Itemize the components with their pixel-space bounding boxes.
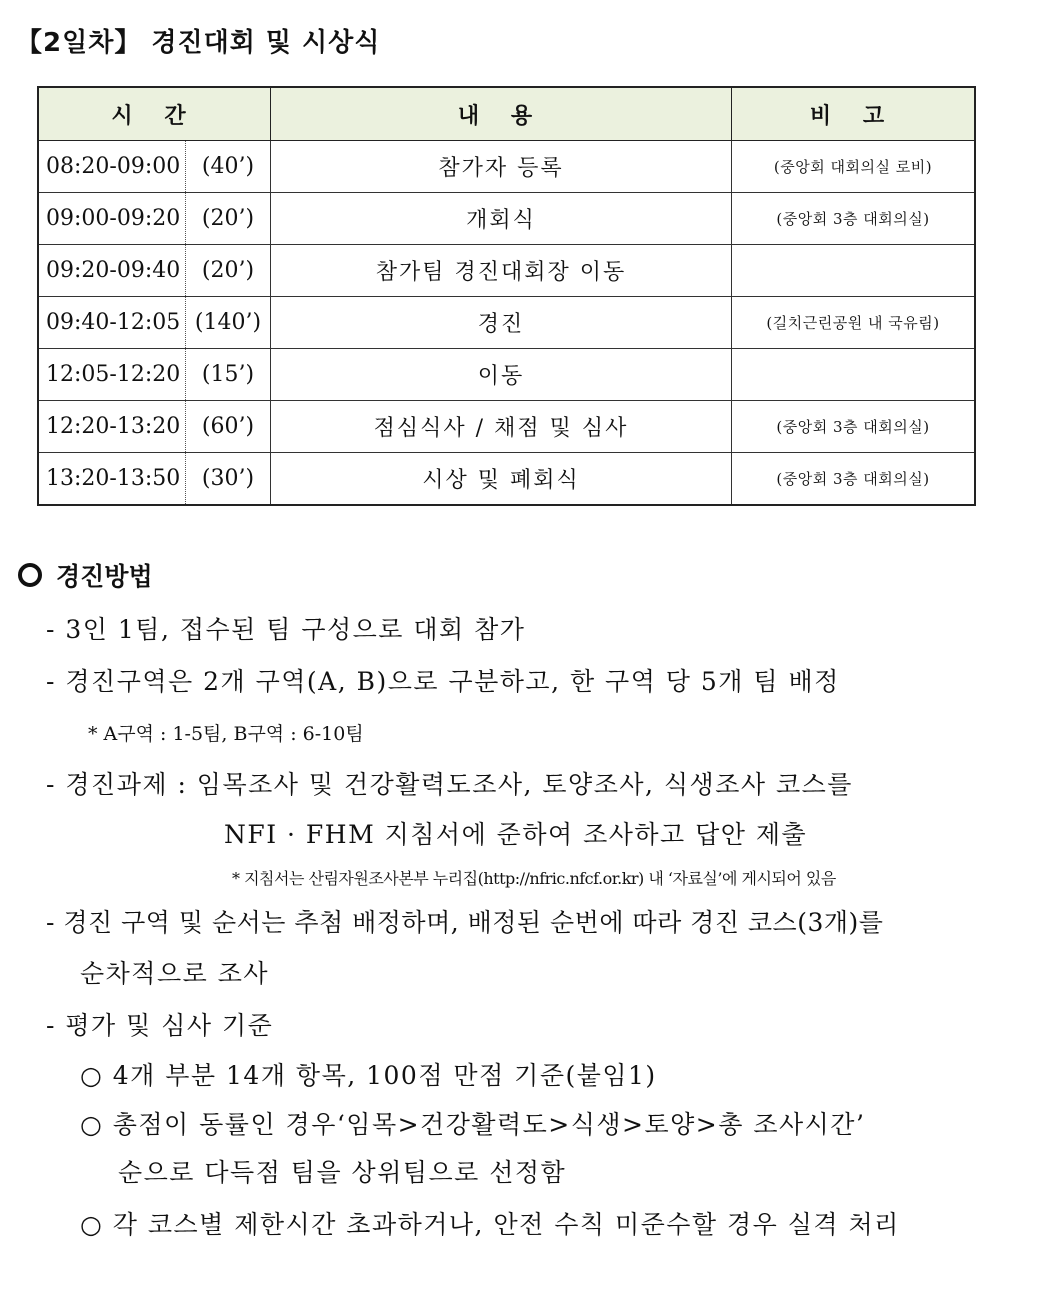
table-row bbox=[38, 453, 975, 506]
time-cell: 09:00-09:20 bbox=[38, 193, 186, 245]
duration-cell: (140’) bbox=[186, 297, 271, 349]
content-cell: 이동 bbox=[271, 349, 732, 401]
method-line: - 경진과제 : 임목조사 및 건강활력도조사, 토양조사, 식생조사 코스를 bbox=[46, 770, 853, 799]
time-cell: 09:40-12:05 bbox=[38, 297, 186, 349]
time-cell: 12:05-12:20 bbox=[38, 349, 186, 401]
content-cell: 개회식 bbox=[271, 193, 732, 245]
duration-cell: (40’) bbox=[186, 141, 271, 193]
criteria-item: ○ 4개 부분 14개 항목, 100점 만점 기준(붙임1) bbox=[80, 1061, 657, 1090]
content-cell: 경진 bbox=[271, 297, 732, 349]
criteria-item: ○ 각 코스별 제한시간 초과하거나, 안전 수칙 미준수할 경우 실격 처리 bbox=[80, 1210, 900, 1239]
method-line: - 3인 1팀, 접수된 팀 구성으로 대회 참가 bbox=[46, 615, 526, 644]
criteria-item-continued: 순으로 다득점 팀을 상위팀으로 선정함 bbox=[118, 1158, 567, 1187]
table-row bbox=[38, 141, 975, 193]
criteria-item: ○ 총점이 동률인 경우‘임목>건강활력도>식생>토양>총 조사시간’ bbox=[80, 1110, 866, 1139]
header-time: 시 간 bbox=[38, 87, 271, 141]
time-cell: 09:20-09:40 bbox=[38, 245, 186, 297]
method-note: * A구역 : 1-5팀, B구역 : 6-10팀 bbox=[88, 723, 364, 745]
duration-cell: (20’) bbox=[186, 245, 271, 297]
note-cell: (길치근린공원 내 국유림) bbox=[732, 297, 976, 349]
duration-cell: (60’) bbox=[186, 401, 271, 453]
content-cell: 참가자 등록 bbox=[271, 141, 732, 193]
hollow-circle-bullet-icon bbox=[18, 563, 42, 587]
table-row bbox=[38, 349, 975, 401]
content-cell: 점심식사 / 채점 및 심사 bbox=[271, 401, 732, 453]
note-cell bbox=[732, 349, 976, 401]
duration-cell: (15’) bbox=[186, 349, 271, 401]
section-heading bbox=[18, 557, 153, 593]
table-row bbox=[38, 245, 975, 297]
content-cell: 시상 및 폐회식 bbox=[271, 453, 732, 506]
duration-cell: (30’) bbox=[186, 453, 271, 506]
method-line: - 경진 구역 및 순서는 추첨 배정하며, 배정된 순번에 따라 경진 코스(3개)를 bbox=[46, 908, 884, 937]
method-line: NFI · FHM 지침서에 준하여 조사하고 답안 제출 bbox=[224, 820, 808, 849]
table-row bbox=[38, 401, 975, 453]
note-cell: (중앙회 3층 대회의실) bbox=[732, 401, 976, 453]
method-note: * 지침서는 산림자원조사본부 누리집(http://nfric.nfcf.or.kr) 내 ‘자료실’에 게시되어 있음 bbox=[232, 869, 836, 888]
time-cell: 13:20-13:50 bbox=[38, 453, 186, 506]
duration-cell: (20’) bbox=[186, 193, 271, 245]
method-line: - 경진구역은 2개 구역(A, B)으로 구분하고, 한 구역 당 5개 팀 배정 bbox=[46, 667, 840, 696]
content-cell: 참가팀 경진대회장 이동 bbox=[271, 245, 732, 297]
note-cell bbox=[732, 245, 976, 297]
table-header-row bbox=[38, 87, 975, 141]
table-row bbox=[38, 193, 975, 245]
note-cell: (중앙회 대회의실 로비) bbox=[732, 141, 976, 193]
time-cell: 08:20-09:00 bbox=[38, 141, 186, 193]
page-title: 【2일차】 경진대회 및 시상식 bbox=[16, 28, 381, 58]
header-content: 내 용 bbox=[271, 87, 732, 141]
schedule-table bbox=[37, 86, 976, 506]
table-row bbox=[38, 297, 975, 349]
method-line: 순차적으로 조사 bbox=[80, 959, 269, 988]
header-note: 비 고 bbox=[732, 87, 976, 141]
time-cell: 12:20-13:20 bbox=[38, 401, 186, 453]
section-heading-text: 경진방법 bbox=[56, 562, 153, 591]
method-line: - 평가 및 심사 기준 bbox=[46, 1011, 274, 1040]
note-cell: (중앙회 3층 대회의실) bbox=[732, 453, 976, 506]
note-cell: (중앙회 3층 대회의실) bbox=[732, 193, 976, 245]
